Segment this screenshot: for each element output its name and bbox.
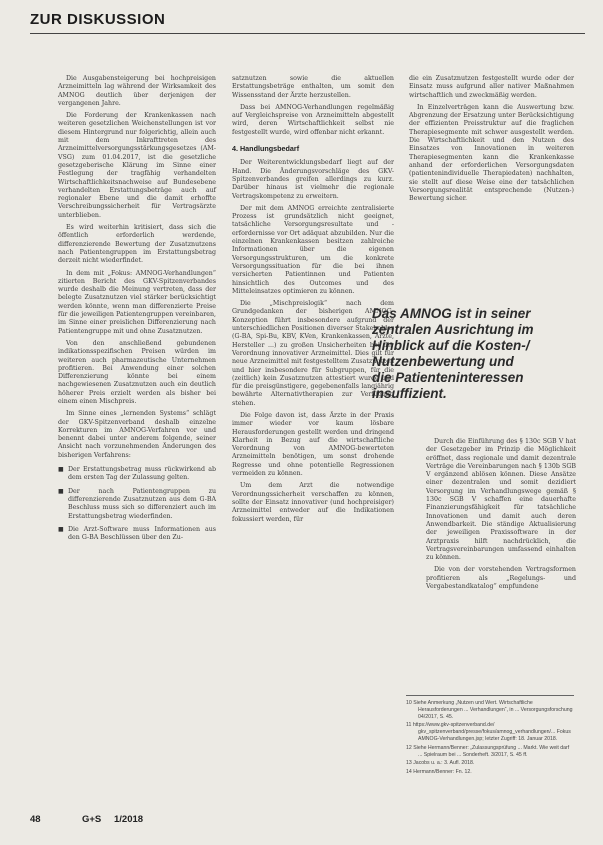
list-item: ■ Die Arzt-Software muss Informationen aus den G-BA Beschlüssen über den Zu-	[58, 526, 216, 543]
pull-quote-line: Das AMNOG ist in seiner	[372, 306, 531, 321]
paragraph: Durch die Einführung des § 130c SGB V hat der Gesetzgeber im Prinzip die Möglichkeit eröffnet, dass regionale und damit dezentrale Verträge die Vereinbarungen nach § 130b SGB V ergänzend ablösen können. Diese Ansätze einer dezentralen und somit dezidiert Versorgung im Verhandlungswege gemäß § 130c SGB V schaffen eine dauerhafte Finanzierungsfähigkeit für tatsächliche Innovationen und damit auch deren Anwendbarkeit. Die ständige Aktualisierung der jeweiligen Praxissoftware in der Arztpraxis hilft nachdrücklich, die Vertragsvereinbarungen umfassend einhalten zu können.	[426, 438, 576, 562]
text-column-3-lower	[426, 438, 576, 595]
text-column-2	[232, 75, 394, 528]
section-header	[30, 9, 585, 34]
list-item: ■ Der Erstattungsbetrag muss rückwirkend ab dem ersten Tag der Zulassung gelten.	[58, 466, 216, 483]
paragraph: Die von der vorstehenden Vertragsformen profitieren als „Regelungs- und Vergabestandkatalog“ empfundene	[426, 566, 576, 591]
pull-quote-line: Hinblick auf die Kosten-/	[372, 338, 530, 353]
pull-quote	[372, 306, 562, 402]
bullet-list	[58, 466, 216, 542]
paragraph: Um dem Arzt die notwendige Verordnungssicherheit verschaffen zu können, sollte der Einsatz innovativer (und hochpreisiger) Arzneimittel entweder auf die Indikationen fokussiert werden, für	[232, 482, 394, 523]
paragraph: die ein Zusatznutzen festgestellt wurde oder der Einsatz muss aufgrund aller nativer Maßnahmen wirtschaftlich und zweckmäßig werden.	[409, 75, 574, 99]
pull-quote-line: zentralen Ausrichtung im	[372, 322, 534, 337]
paragraph: Im Sinne eines „lernenden Systems“ schlägt der GKV-Spitzenverband deshalb einzelne Korrekturen im AMNOG-Verfahren vor und benennt dabei unter anderem folgende, seiner Ansicht nach vorzunehmenden Änderungen des bisherigen Verfahrens:	[58, 410, 216, 459]
paragraph: satznutzen sowie die aktuellen Erstattungsbeträge enthalten, um somit den Wissensstand der Ärzte herzustellen.	[232, 75, 394, 99]
paragraph: Die Forderung der Krankenkassen nach weiteren gesetzlichen Weichenstellungen ist vor diesem Hintergrund nur folgerichtig, allein auch mit dem Inkrafttreten des Arzneimittelversorgungsstärkungsgesetzes (AM-VSG) zum 01.04.2017, ist die gesetzliche gesetzgeberische Klärung im Sinne einer Festlegung der tragfähig verhandelten Wirtschaftlichkeitsnachweise auf Bundesebene verhandelten Erstattungsbeträge auch auf regionaler Ebene und die damit erhoffte Verschreibungssicherheit für Vertragsärzte unterblieben.	[58, 112, 216, 219]
text-column-3	[409, 75, 574, 207]
paragraph: Die Ausgabensteigerung bei hochpreisigen Arzneimitteln lag während der Wirksamkeit des AMNOG deutlich über derjenigen der vergangenen Jahre.	[58, 75, 216, 107]
page-number: 48	[30, 814, 41, 825]
paragraph: In dem mit „Fokus: AMNOG-Verhandlungen“ zitierten Bericht des GKV-Spitzenverbandes wurde deshalb die Meinung vertreten, dass der belegte Zusatznutzen viel stärker berücksichtigt werden könnte, wenn man differenzierte Preise für die jeweiligen Patientengruppen vereinbaren, im Sinne einer preislichen Differenzierung nach Patientengruppe mit und ohne Zusatznutzen.	[58, 269, 216, 335]
paragraph: Der Weiterentwicklungsbedarf liegt auf der Hand. Die Änderungsvorschläge des GKV-Spitzenverbandes greifen allerdings zu kurz. Darüber hinaus ist vielmehr die regionale Vertragskompetenz zu erweitern.	[232, 159, 394, 200]
section-title: ZUR DISKUSSION	[30, 11, 166, 28]
pull-quote-line: insuffizient.	[372, 386, 447, 401]
page-footer	[30, 814, 585, 828]
footnote: 12 Siehe Hermann/Benner: „Zulassungsprüfung ... Markt. Wie weit darf ... Spielraum bei ... Sonderheft. 3/2017, S. 45 ff.	[406, 744, 570, 758]
paragraph: Von den anschließend gebundenen indikationsspezifischen Preisen würden im weiteren auch pharmazeutische Unternehmen profitieren. Bei Anwendung einer solchen Differenzierung könnte bei einem nachgewiesenen Zusatznutzen auch ein deutlich höherer Preis erzielt werden als bisher bei einem einen Mischpreis.	[58, 339, 216, 405]
footnotes	[406, 695, 574, 778]
issue-number: 1/2018	[114, 814, 144, 825]
section-heading: 4. Handlungsbedarf	[232, 144, 300, 154]
footnote: 10 Siehe Anmerkung „Nutzen und Wert. Wirtschaftliche Herausforderungen ... Verhandlungen“, in ... Versorgungsforschung 04/2017, S. 45.	[406, 700, 573, 720]
paragraph: Es wird weiterhin kritisiert, dass sich die öffentlich erforderlich werdende, differenzierende Bewertung der Zusatznutzens nach Patientengruppen im Erstattungsbetrag derzeit nicht wiederfindet.	[58, 224, 216, 265]
footnote: 14 Hermann/Benner: Fn. 12.	[406, 769, 472, 776]
footnote: 11 https://www.gkv-spitzenverband.de/ gkv_spitzenverband/presse/fokus/amnog_verhandlungen/... Fokus AMNOG-Verhandlungen.jsp; letzter Zugriff: 18. Januar 2018.	[406, 722, 571, 742]
journal-name: G+S	[82, 814, 102, 825]
text-column-1	[58, 75, 216, 547]
pull-quote-line: Nutzenbewertung und	[372, 354, 514, 369]
paragraph: Die Folge davon ist, dass Ärzte in der Praxis immer wieder vor kaum lösbare Herausforderungen gestellt werden und dringend Klarheit in Bezug auf die wirtschaftliche Verordnung von AMNOG-bewerteten Arzneimitteln benötigen, um sonst drohende Regresse und ohne potentielle Regressionen vermeiden zu können.	[232, 411, 394, 478]
paragraph: Dass bei AMNOG-Verhandlungen regelmäßig auf Vergleichspreise von Arzneimitteln abgestellt wird, deren Wirtschaftlichkeit selbst nie festgestellt wurde, wird offenbar nicht erkannt.	[232, 103, 394, 136]
pull-quote-line: die Patienteninteressen	[372, 370, 524, 385]
list-item: ■ Der nach Patientengruppen zu differenzierende Zusatznutzen aus dem G-BA Beschluss muss sich so differenziert auch im Erstattungsbetrag wiederfinden.	[58, 488, 216, 521]
paragraph: Die „Mischpreislogik“ nach dem Grundgedanken der bisherigen AMNOG-Konzeption führt insbesondere aufgrund der unterschiedlichen Positionen diverser Stakeholder (G-BA, Spi-Bu, KBV, KVen, Krankenkassen, Ärzte, Hersteller ...) zu großen Unsicherheiten bei der Verordnung innovativer Arzneimittel. Dies gilt für neue Arzneimittel mit festgestelltem Zusatznutzen und hier insbesondere für Subgruppen, für die (zeitlich) kein Zusatznutzen attestiert wurde und für die preisgünstigere, gegebenenfalls langjährig bewährte Alternativtherapien zur Verfügung stehen.	[232, 300, 394, 407]
paragraph: In Einzelverträgen kann die Auswertung bzw. Abgrenzung der Ersatzung unter Berücksichtigung der effizienten Preisstruktur auf die fraglichen Therapiesegmente mit schwer ausgestellt werden. Die Wirtschaftlichkeit und den Nutzen des Einsatzes von Innovationen in weiteren Therapiesegmenten kann die Krankenkasse anhand der erforderlichen Versorgungsdaten (patientenindividuelle Therapiedaten) nachhalten, sie stellt auf diese Weise eine der tatsächlichen Versorgungsrealität entsprechende (Nutzen-) Bewertung sicher.	[409, 103, 574, 203]
paragraph: Der mit dem AMNOG erreichte zentralisierte Prozess ist grundsätzlich nicht geeignet, tatsächliche Versorgungsresultate und -erfordernisse vor Ort adäquat abzubilden. Nur die einzelnen Krankenkassen besitzen zahlreiche Informationen über die eigenen Versorgungsstrukturen, um die konkrete Versorgungssituation für die bei ihnen versicherten Patientinnen und Patienten hinsichtlich des Outcomes und des Mitteleinsatzes optimieren zu können.	[232, 204, 394, 295]
footnote: 13 Jacobs u. a.: 3. Aufl. 2018.	[406, 760, 475, 767]
